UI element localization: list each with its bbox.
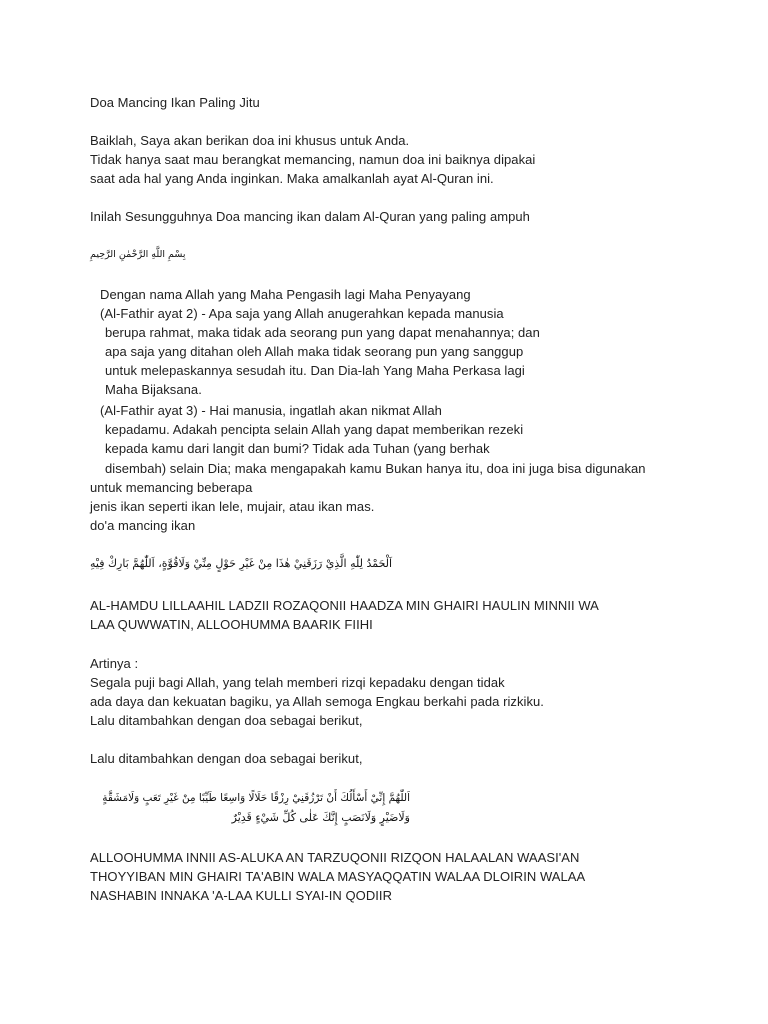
doa-latin-line: LAA QUWWATIN, ALLOOHUMMA BAARIK FIIHI xyxy=(90,617,373,632)
translation-line: disembah) selain Dia; maka mengapakah kamu Bukan hanya itu, doa ini juga bisa digunakan xyxy=(105,461,646,476)
translation-line: untuk memancing beberapa xyxy=(90,480,253,495)
repeat-line: Lalu ditambahkan dengan doa sebagai berikut, xyxy=(90,751,363,766)
translation-line: (Al-Fathir ayat 3) - Hai manusia, ingatlah akan nikmat Allah xyxy=(100,403,442,418)
doa-latin-line: AL-HAMDU LILLAAHIL LADZII ROZAQONII HAADZA MIN GHAIRI HAULIN MINNII WA xyxy=(90,598,599,613)
document-title: Doa Mancing Ikan Paling Jitu xyxy=(90,95,260,110)
translation-line: apa saja yang ditahan oleh Allah maka tidak seorang pun yang sanggup xyxy=(105,344,524,359)
doa-latin-line: NASHABIN INNAKA 'A-LAA KULLI SYAI-IN QODIIR xyxy=(90,888,393,903)
artinya-line: Lalu ditambahkan dengan doa sebagai berikut, xyxy=(90,713,363,728)
translation-line: untuk melepaskannya sesudah itu. Dan Dia-lah Yang Maha Perkasa lagi xyxy=(105,363,525,378)
doa-arabic-2-line: اَللّٰهُمَّ إِنِّيْ أَسْأَلُكَ أَنْ تَرْزُقَنِيْ رِزْقًا حَلَالًا وَاسِعًا طَيِّبًا مِنْ غَيْرِ تَعَبٍ وَلَامَشَقَّةٍ xyxy=(102,792,410,804)
doa-arabic-1: اَلْحَمْدُ لِلّٰهِ الَّذِيْ رَزَقَنِيْ هٰذَا مِنْ غَيْرِ حَوْلٍ مِنِّيْ وَلَاقُوَّةٍ، اَللّٰهُمَّ بَارِكْ فِيْهِ xyxy=(90,557,393,570)
artinya-line: Segala puji bagi Allah, yang telah memberi rizqi kepadaku dengan tidak xyxy=(90,675,505,690)
translation-line: kepada kamu dari langit dan bumi? Tidak ada Tuhan (yang berhak xyxy=(105,441,490,456)
intro-line: Tidak hanya saat mau berangkat memancing, namun doa ini baiknya dipakai xyxy=(90,152,536,167)
doa-arabic-2-line: وَلَاضَيْرٍ وَلَانَصَبٍ إِنَّكَ عَلٰى كُلِّ شَيْءٍ قَدِيْرٌ xyxy=(231,811,410,824)
statement-line: Inilah Sesungguhnya Doa mancing ikan dalam Al-Quran yang paling ampuh xyxy=(90,209,530,224)
basmalah-arabic: بِسْمِ اللَّهِ الرَّحْمٰنِ الرَّحِيمِ xyxy=(90,249,186,260)
intro-line: saat ada hal yang Anda inginkan. Maka amalkanlah ayat Al-Quran ini. xyxy=(90,171,494,186)
translation-line: berupa rahmat, maka tidak ada seorang pun yang dapat menahannya; dan xyxy=(105,325,540,340)
translation-line: Maha Bijaksana. xyxy=(105,382,202,397)
translation-line: Dengan nama Allah yang Maha Pengasih lagi Maha Penyayang xyxy=(100,287,471,302)
intro-line: Baiklah, Saya akan berikan doa ini khusus untuk Anda. xyxy=(90,133,410,148)
doa-latin-line: THOYYIBAN MIN GHAIRI TA'ABIN WALA MASYAQQATIN WALAA DLOIRIN WALAA xyxy=(90,869,586,884)
artinya-label: Artinya : xyxy=(90,656,139,671)
translation-line: kepadamu. Adakah pencipta selain Allah yang dapat memberikan rezeki xyxy=(105,422,524,437)
translation-line: jenis ikan seperti ikan lele, mujair, atau ikan mas. xyxy=(90,499,375,514)
artinya-line: ada daya dan kekuatan bagiku, ya Allah semoga Engkau berkahi pada rizkiku. xyxy=(90,694,544,709)
translation-line: (Al-Fathir ayat 2) - Apa saja yang Allah anugerahkan kepada manusia xyxy=(100,306,504,321)
translation-line: do'a mancing ikan xyxy=(90,518,196,533)
doa-latin-line: ALLOOHUMMA INNII AS-ALUKA AN TARZUQONII RIZQON HALAALAN WAASI'AN xyxy=(90,850,580,865)
